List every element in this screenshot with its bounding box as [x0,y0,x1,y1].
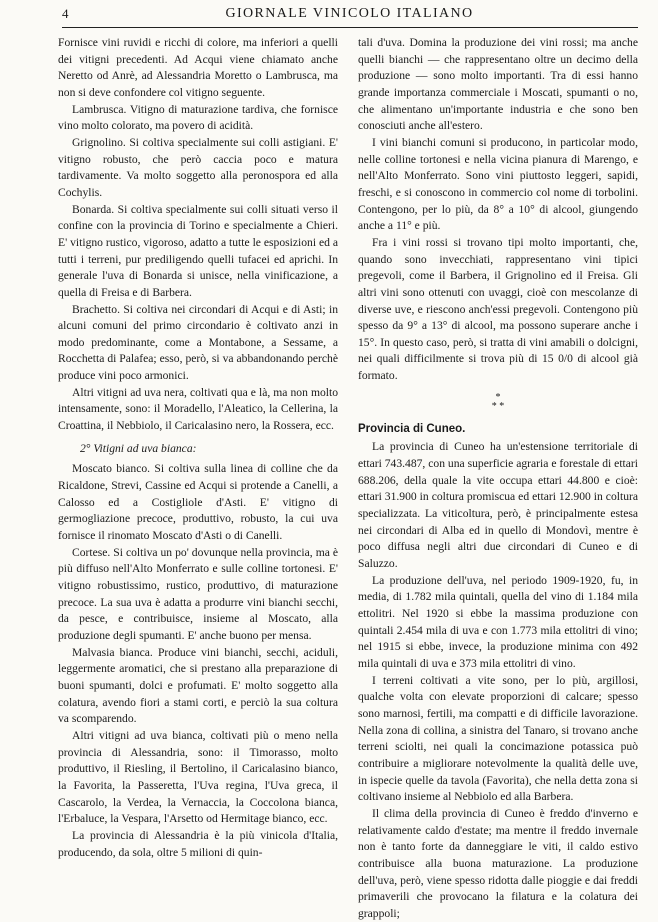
paragraph-cuneo-area: La provincia di Cuneo ha un'estensione territoriale di ettari 743.487, con una superficie agraria e forestale di ettari 688.206, della quale la vite occupa ettari 44.800 e cioè: ettari 31.900 in coltura promiscua ed ettari 12.900 in coltura specializzata. La viticoltura, però, è principalmente estesa nei circondari di Alba ed in quello di Mondovì, mentre è poco diffusa negli altri due circondari di Cuneo e di Saluzzo. [358,440,638,571]
paragraph-brachetto: Brachetto. Si coltiva nei circondari di Acqui e di Asti; in alcuni comuni del primo circondario è coltivato anzi in modo predominante, come a Montabone, a Sessame, a Rocchetta di Palafea; esso, però, si va abbandonando perchè produce vini poco armonici. [58,302,338,383]
paragraph-other-white-grapes: Altri vitigni ad uva bianca, coltivati più o meno nella provincia di Alessandria, sono: il Timorasso, molto produttivo, il Riesling, il Bertolino, il Caricalasino bianco, la Favorita, la Passeretta, l'Uva regina, l'Uva greca, il Cascarolo, la Verdea, la Vernaccia, la Coccolona bianca, l'Erbaluce, la Vespara, l'Arsetto od Hermitage bianco, ecc. [58,728,338,826]
paragraph-other-black-grapes: Altri vitigni ad uva nera, coltivati qua e là, ma non molto intensamente, sono: il Moradello, l'Aleatico, la Cellerina, la Croattina, il Nebbiolo, il Caricalasino nero, la Rossera, ecc. [58,385,338,433]
subheading-white-grapes: 2° Vitigni ad uva bianca: [80,441,197,455]
paragraph-alessandria: La provincia di Alessandria è la più vinicola d'Italia, producendo, da sola, oltre 5 milioni di quin- [58,828,338,859]
left-column [58,35,338,861]
paragraph: Fornisce vini ruvidi e ricchi di colore, ma inferiori a quelli dei vitigni precedenti. Ad Acqui viene chiamato anche Neretto od Anrè, ad Alessandria Moretto o Lambrusca, ma non si deve confondere col vitigno seguente. [58,36,338,99]
paragraph-moscato: Moscato bianco. Si coltiva sulla linea di colline che da Ricaldone, Strevi, Cassine ed Acqui si protende a Canelli, a Calosso ed a Costigliole d'Asti. E' vitigno di germogliazione precoce, produttivo, robusto, la cui uva fornisce il rinomato Moscato d'Asti o di Canelli. [58,462,338,543]
paragraph-grignolino: Grignolino. Si coltiva specialmente sui colli astigiani. E' vitigno robusto, che però caccia poco e matura tardivamente. Va molto soggetto alla peronospora ed alla Cochylis. [58,135,338,199]
page-number: 4 [62,6,69,21]
section-title: Provincia di Cuneo. [358,422,466,435]
paragraph-cuneo-soils: I terreni coltivati a vite sono, per lo più, argillosi, qualche volta con elevate proporzioni di calcare; spesso sono marnosi, fertili, ma compatti e di difficile lavorazione. Nella zona di collina, a sinistra del Tanaro, si trovano anche terreni sciolti, nei quali la concimazione potassica può contribuire a migliorare notevolmente la qualità delle uve, in ispecie quelle da tavola (Favorita), che nella detta zona si coltivano insieme al Nebbiolo ed alla Barbera. [358,673,638,804]
right-column [358,35,638,922]
paragraph-cuneo-production: La produzione dell'uva, nel periodo 1909-1920, fu, in media, di 1.782 mila quintali, quella del vino di 1.184 mila ettolitri. Nel 1920 si ebbe la massima produzione con quintali 2.454 mila di uva e con 1.773 mila ettolitri di vino; nel 1915 si ebbe, invece, la produzione minima con 492 mila quintali di uva e 373 mila ettolitri di vino. [358,573,638,670]
separator-star-bottom: * * [491,400,505,412]
paragraph-cortese: Cortese. Si coltiva un po' dovunque nella provincia, ma è più diffuso nell'Alto Monferrato e sulle colline tortonesi. E' vitigno robustissimo, rustico, produttivo, di maturazione precoce. La sua uva è adatta a produrre vini bianchi secchi, da pesce, e contribuisce, insieme al Moscato, alla produzione degli spumanti. E' anche buono per mensa. [58,545,338,642]
paragraph-cuneo-climate: Il clima della provincia di Cuneo è freddo d'inverno e relativamente caldo d'estate; ma mentre il freddo invernale non è tanto forte da danneggiare le viti, il caldo estivo contribuisce alla buona maturazione. La produzione dell'uva, però, viene spesso ridotta dalle pioggie e dai freddi primaverili che provocano la filatura e la colatura dei grappoli; [358,806,638,920]
paragraph-red-wines: Fra i vini rossi si trovano tipi molto importanti, che, quando sono invecchiati, rappresentano vini tipici pregevoli, come il Barbera, il Grignolino ed il Freisa. Gli altri vini sono ottenuti con uvaggi, cioè con mescolanze di diverse uve, e riescono anch'essi pregevoli. Contengono più spesso da 9° a 13° di alcool, ma possono superare anche i 15°. In questo caso, però, si tratta di vini amabili o dolcigni, nei quali difficilmente si trova più di 15 0/0 di alcool già formato. [358,235,638,383]
section-separator [358,393,638,411]
paragraph-white-wines: I vini bianchi comuni si producono, in particolar modo, nelle colline tortonesi e nella vicina pianura di Marengo, e nell'Alto Monferrato. Sono vini piuttosto leggeri, sapidi, freschi, e si conoscono in commercio col nome di torbolini. Contengono, per lo più, da 8° a 10° di alcool, giungendo anche a 11° e più. [358,135,638,233]
journal-title: GIORNALE VINICOLO ITALIANO [225,6,474,21]
paragraph: tali d'uva. Domina la produzione dei vini rossi; ma anche quelli bianchi — che rappresentano oltre un decimo della produzione — sono molto importanti. Tra di essi hanno grande importanza commerciale i Moscati, spumanti o no, che alimentano un'importante industria e che sono ben conosciuti anche all'estero. [358,36,638,133]
page-header [62,6,637,28]
paragraph-bonarda: Bonarda. Si coltiva specialmente sui colli situati verso il confine con la provincia di Torino e specialmente a Chieri. E' vitigno rustico, vigoroso, adatto a tutte le esposizioni ed a tutti i terreni, pur prediligendo quelli tufacei ed aprichi. In generale l'uva di Bonarda si unisce, nella vinificazione, a quella di Freisa e di Barbera. [58,202,338,299]
header-rule [62,27,638,28]
separator-star-top: * [495,391,501,403]
paragraph-lambrusca: Lambrusca. Vitigno di maturazione tardiva, che fornisce vino molto colorato, ma povero di acidità. [58,102,338,133]
paragraph-malvasia: Malvasia bianca. Produce vini bianchi, secchi, aciduli, leggermente aromatici, che si prestano alla preparazione di buoni spumanti, dolci e profumati. E' molto soggetto alla colatura, avendo fiori a stami corti, e perciò la sua coltura va scomparendo. [58,645,338,726]
